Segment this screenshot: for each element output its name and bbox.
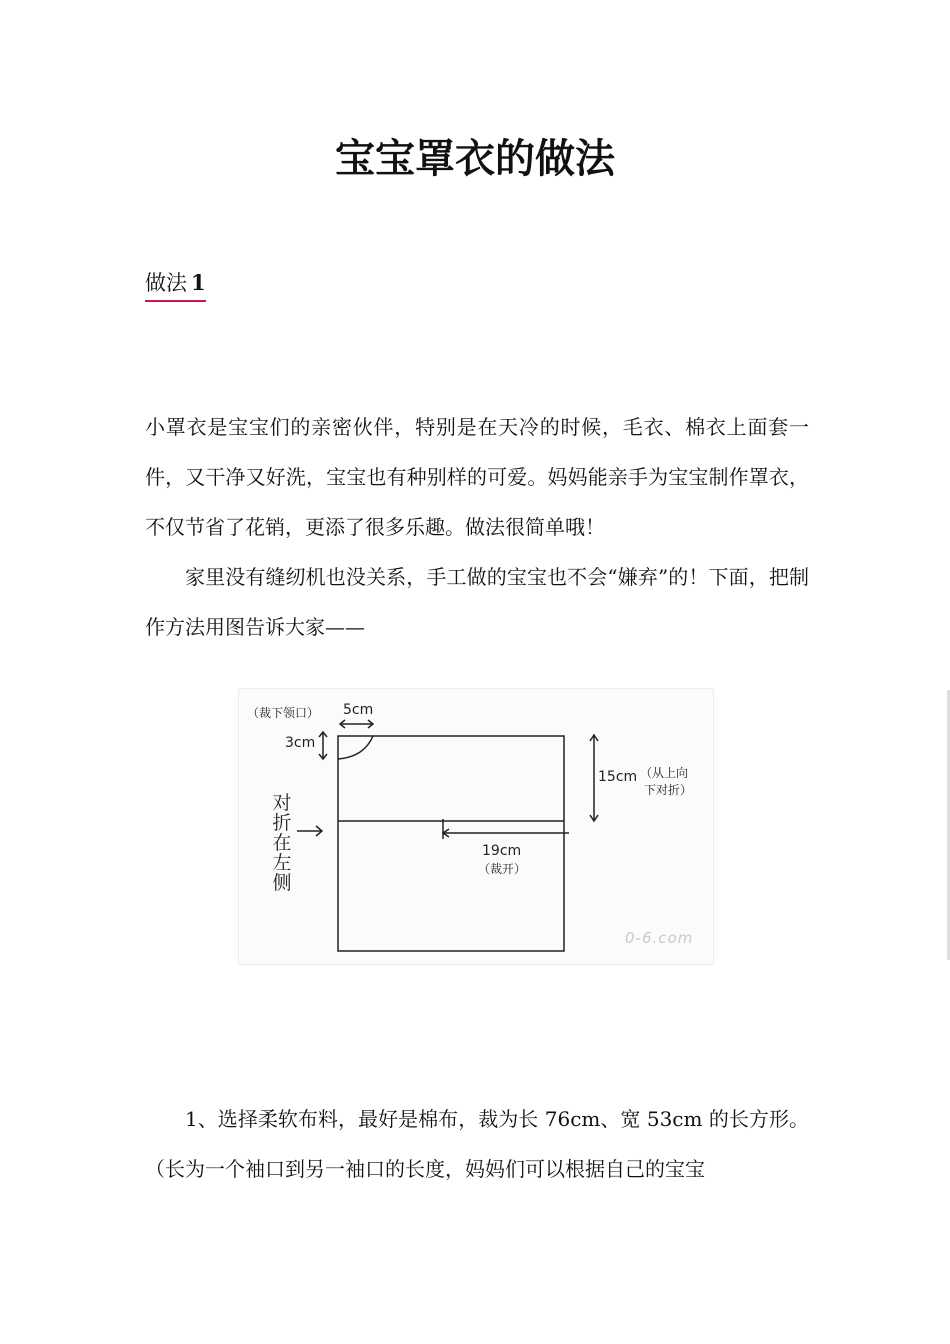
page-title: 宝宝罩衣的做法 [335, 134, 615, 182]
intro-paragraph-2: 家里没有缝纫机也没关系，手工做的宝宝也不会“嫌弃”的！下面，把制作方法用图告诉大家—— [145, 565, 809, 639]
neck-width-label: 5cm [343, 702, 374, 718]
neckline-curve [338, 736, 373, 759]
watermark: 0-6.com [625, 929, 694, 947]
pattern-diagram [238, 688, 714, 965]
section-heading-number: 1 [191, 270, 206, 295]
intro-paragraph-1: 小罩衣是宝宝们的亲密伙伴，特别是在天冷的时候，毛衣、棉衣上面套一件，又干净又好洗，宝宝也有种别样的可爱。妈妈能亲手为宝宝制作罩衣，不仅节省了花销，更添了很多乐趣。做法很简单哦！ [145, 415, 809, 539]
section-heading-label: 做法 [145, 271, 187, 295]
neck-depth-label: 3cm [285, 735, 316, 751]
cut-note-label: （裁开） [478, 862, 527, 876]
pattern-diagram-lines [239, 689, 715, 966]
step-1-paragraph: 1、选择柔软布料，最好是棉布，裁为长 76cm、宽 53cm 的长方形。（长为一个袖口到另一袖口的长度，妈妈们可以根据自己的宝宝 [145, 1107, 809, 1181]
step-1-text [145, 1094, 809, 1194]
fold-note-line2: 下对折） [644, 783, 693, 797]
fold-note-line1: （从上向 [640, 766, 689, 780]
fabric-rectangle [338, 736, 564, 951]
section-heading [145, 268, 206, 302]
fold-side-label: 对折在左侧 [272, 792, 292, 894]
cut-length-label: 19cm [482, 843, 522, 859]
intro-text [145, 402, 809, 652]
neck-note-label: （裁下领口） [247, 706, 320, 720]
fold-height-label: 15cm [598, 769, 638, 785]
